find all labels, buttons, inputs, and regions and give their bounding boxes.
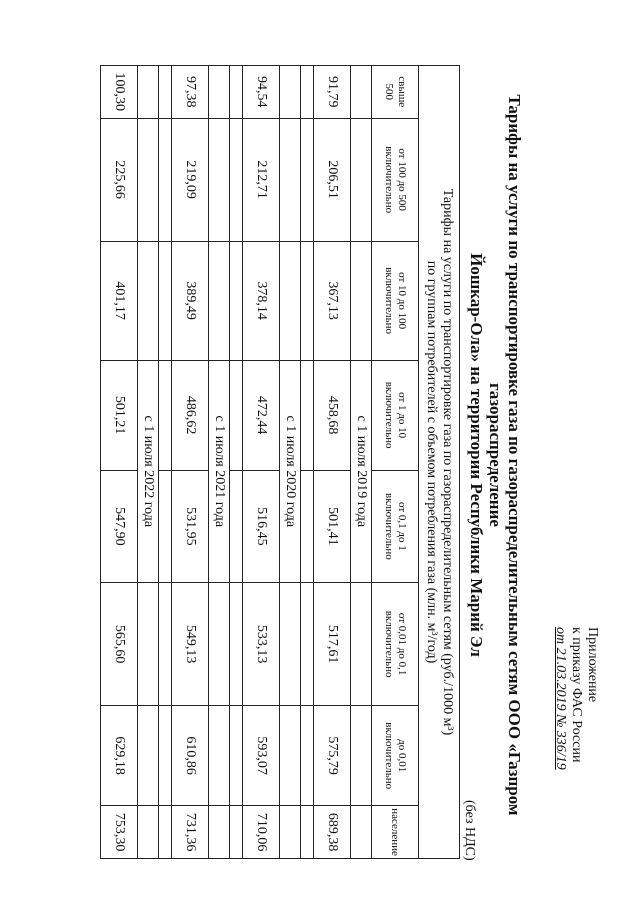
spacer-cell [230,241,243,360]
period-label: с 1 июля 2020 года [280,360,301,582]
table-row [243,66,280,859]
spacer-cell [301,706,314,806]
table-header-main: Тарифы на услуги по транспортировке газа по газораспределительным сетям (руб./1000 м³) [440,188,455,736]
spacer-cell [159,583,172,706]
spacer-cell [230,360,243,470]
table-cell: 212,71 [243,118,280,241]
spacer-cell [301,241,314,360]
period-label: с 1 июля 2021 года [209,360,230,582]
period-blank-cell [209,706,230,806]
table-row [101,66,138,859]
table-row [172,66,209,859]
table-cell: 501,41 [314,470,351,582]
table-cell: 501,21 [101,360,138,470]
spacer-cell [230,706,243,806]
period-blank-cell [280,706,301,806]
table-cell: 219,09 [172,118,209,241]
appendix-block [552,627,600,897]
spacer-cell [159,706,172,806]
title-line-2: Йошкар-Ола» на территории Республики Марий Эл [467,253,486,657]
table-cell: 547,90 [101,470,138,582]
column-header: от 100 до 500 включительно [372,118,419,241]
spacer-cell [159,360,172,470]
spacer-cell [230,470,243,582]
spacer-cell [159,118,172,241]
spacer-cell [301,66,314,119]
table-cell: 91,79 [314,66,351,119]
spacer-cell [301,806,314,859]
spacer-cell [301,118,314,241]
table-cell: 97,38 [172,66,209,119]
table-cell: 710,06 [243,806,280,859]
table-cell: 389,49 [172,241,209,360]
table-cell: 689,38 [314,806,351,859]
period-blank-cell [351,241,372,360]
spacer-cell [159,66,172,119]
appendix-label: Приложение [585,627,600,703]
table-cell: 516,45 [243,470,280,582]
table-header-row [419,66,460,859]
spacer-cell [301,360,314,470]
title-line-1: Тарифы на услуги по транспортировке газа по газораспределительным сетям ООО «Газпром газораспределение [486,94,524,816]
period-row [138,66,159,859]
spacer-cell [159,806,172,859]
period-blank-cell [280,806,301,859]
spacer-row [301,66,314,859]
column-header: от 1 до 10 включительно [372,360,419,470]
table-cell: 731,36 [172,806,209,859]
column-header: население [372,806,419,859]
column-header: до 0,01 включительно [372,706,419,806]
table-cell: 517,61 [314,583,351,706]
period-blank-cell [138,583,159,706]
period-row [351,66,372,859]
table-cell: 100,30 [101,66,138,119]
spacer-cell [230,66,243,119]
table-cell: 549,13 [172,583,209,706]
table-cell: 565,60 [101,583,138,706]
spacer-cell [301,470,314,582]
column-header: от 0,01 до 0,1 включительно [372,583,419,706]
document-title [467,55,524,855]
spacer-cell [301,583,314,706]
table-cell: 225,66 [101,118,138,241]
period-blank-cell [138,66,159,119]
period-blank-cell [138,806,159,859]
spacer-cell [159,470,172,582]
appendix-order: к приказу ФАС России [569,627,584,763]
column-header: от 10 до 100 включительно [372,241,419,360]
table-cell: 486,62 [172,360,209,470]
table-header-cell [419,66,460,859]
spacer-row [230,66,243,859]
table-cell: 575,79 [314,706,351,806]
period-label: с 1 июля 2019 года [351,360,372,582]
table-cell: 367,13 [314,241,351,360]
period-blank-cell [351,583,372,706]
table-cell: 593,07 [243,706,280,806]
column-header: от 0,1 до 1 включительно [372,470,419,582]
spacer-row [159,66,172,859]
period-blank-cell [209,806,230,859]
period-blank-cell [138,706,159,806]
period-blank-cell [209,241,230,360]
table-row [314,66,351,859]
spacer-cell [159,241,172,360]
period-blank-cell [138,118,159,241]
period-label: с 1 июля 2022 года [138,360,159,582]
spacer-cell [230,806,243,859]
rotated-content [20,15,620,895]
table-cell: 458,68 [314,360,351,470]
period-blank-cell [280,66,301,119]
tariff-table [100,65,460,859]
period-blank-cell [351,706,372,806]
table-cell: 753,30 [101,806,138,859]
table-cell: 533,13 [243,583,280,706]
period-blank-cell [351,806,372,859]
period-row [280,66,301,859]
period-blank-cell [280,241,301,360]
period-blank-cell [351,118,372,241]
period-blank-cell [138,241,159,360]
table-cell: 610,86 [172,706,209,806]
period-blank-cell [280,583,301,706]
period-blank-cell [209,583,230,706]
period-row [209,66,230,859]
table-cell: 94,54 [243,66,280,119]
column-header: свыше 500 [372,66,419,119]
table-header-sub: по группам потребителей с объемом потребления газа (млн. м³/год) [424,260,439,664]
period-blank-cell [209,66,230,119]
period-blank-cell [209,118,230,241]
table-cell: 629,18 [101,706,138,806]
table-cell: 401,17 [101,241,138,360]
table-cell: 378,14 [243,241,280,360]
table-cell: 472,44 [243,360,280,470]
appendix-date-number: от 21.03.2019 № 336/19 [553,627,568,770]
vat-note: (без НДС) [462,800,477,861]
spacer-cell [230,118,243,241]
table-cell: 531,95 [172,470,209,582]
period-blank-cell [351,66,372,119]
table-cell: 206,51 [314,118,351,241]
period-blank-cell [280,118,301,241]
spacer-cell [230,583,243,706]
column-header-row [372,66,419,859]
